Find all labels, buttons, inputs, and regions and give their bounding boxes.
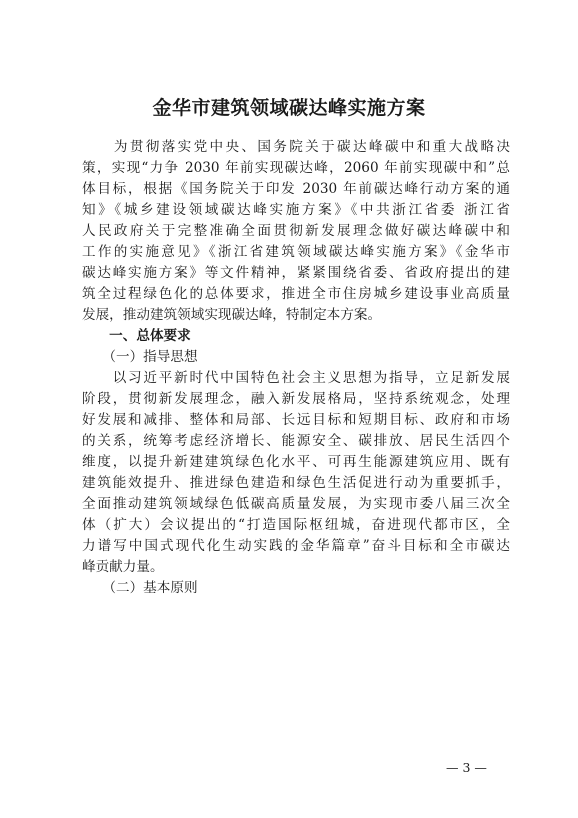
body-line: 以习近平新时代中国特色社会主义思想为指导，立足新发展 xyxy=(82,370,510,386)
body-line: 维度，以提升新建建筑绿色化水平、可再生能源建筑应用、既有 xyxy=(82,454,510,470)
body-line: 峰贡献力量。 xyxy=(82,559,164,575)
intro-line: 人民政府关于完整准确全面贯彻新发展理念做好碳达峰碳中和 xyxy=(82,223,510,239)
intro-line: 体目标，根据《国务院关于印发 2030 年前碳达峰行动方案的通 xyxy=(82,181,510,197)
intro-line: 碳达峰实施方案》等文件精神，紧紧围绕省委、省政府提出的建 xyxy=(82,265,510,281)
body-line: 全面推动建筑领域绿色低碳高质量发展，为实现市委八届三次全 xyxy=(82,496,510,512)
body-line: 好发展和减排、整体和局部、长远目标和短期目标、政府和市场 xyxy=(82,412,510,428)
page-number: — 3 — xyxy=(446,760,487,775)
intro-line: 筑全过程绿色化的总体要求，推进全市住房城乡建设事业高质量 xyxy=(82,286,510,302)
section-heading: 一、总体要求 xyxy=(82,328,191,344)
body-line: 阶段，贯彻新发展理念，融入新发展格局，坚持系统观念，处理 xyxy=(82,391,510,407)
body-line: 力谱写中国式现代化生动实践的金华篇章”奋斗目标和全市碳达 xyxy=(82,538,510,554)
intro-line: 为贯彻落实党中央、国务院关于碳达峰碳中和重大战略决 xyxy=(82,139,510,155)
document-title: 金华市建筑领域碳达峰实施方案 xyxy=(152,97,426,119)
subsection-heading: （二）基本原则 xyxy=(82,580,198,596)
intro-line: 知》《城乡建设领域碳达峰实施方案》《中共浙江省委 浙江省 xyxy=(82,202,510,218)
intro-line: 发展，推动建筑领域实现碳达峰，特制定本方案。 xyxy=(82,307,382,323)
intro-line: 策，实现“力争 2030 年前实现碳达峰，2060 年前实现碳中和”总 xyxy=(82,160,510,176)
body-line: 建筑能效提升、推进绿色建造和绿色生活促进行动为重要抓手， xyxy=(82,475,510,491)
intro-line: 工作的实施意见》《浙江省建筑领域碳达峰实施方案》《金华市 xyxy=(82,244,510,260)
body-line: 的关系，统筹考虑经济增长、能源安全、碳排放、居民生活四个 xyxy=(82,433,510,449)
subsection-heading: （一）指导思想 xyxy=(82,349,198,365)
body-line: 体（扩大）会议提出的“打造国际枢纽城，奋进现代都市区，全 xyxy=(82,517,510,533)
